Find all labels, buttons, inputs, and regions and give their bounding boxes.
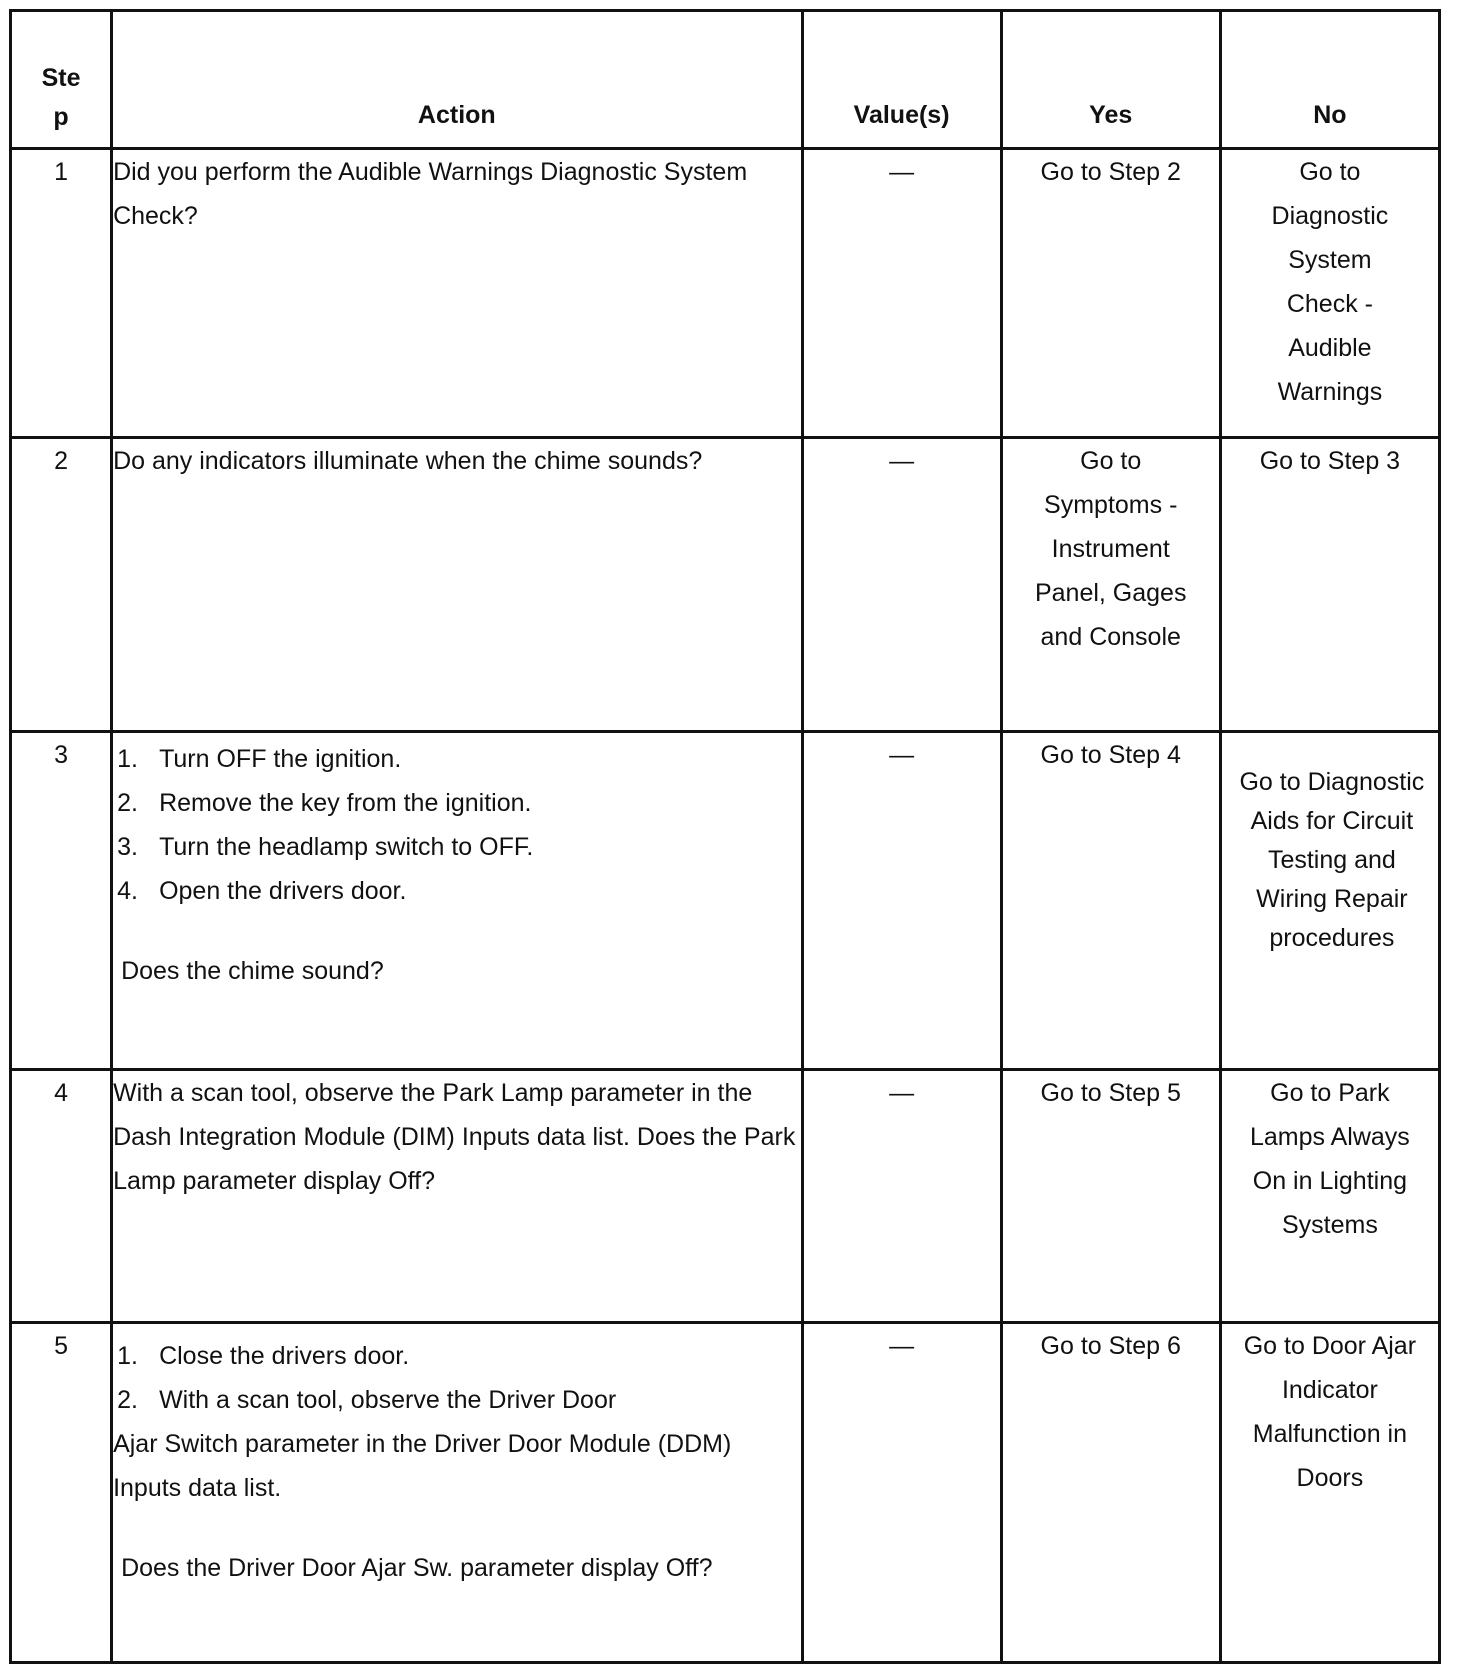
no-result: Go to Step 3 xyxy=(1220,437,1439,732)
list-item: 2. Remove the key from the ignition. xyxy=(117,789,532,818)
value-cell: — xyxy=(802,437,1001,732)
action-text: Did you perform the Audible Warnings Diagnostic System Check? xyxy=(112,149,802,437)
no-result: Go to Diagnostic System Check - Audible Warnings xyxy=(1220,149,1439,437)
action-continued: Ajar Switch parameter in the Driver Door Module (DDM) Inputs data list. xyxy=(113,1429,732,1502)
action-column-header: Action xyxy=(112,11,802,149)
step-number: 4 xyxy=(11,1070,112,1322)
action-question: Does the Driver Door Ajar Sw. parameter display Off? xyxy=(121,1553,713,1582)
list-item: 1. Close the drivers door. xyxy=(117,1341,410,1370)
header-row xyxy=(11,11,1440,149)
table-row xyxy=(11,437,1440,732)
list-item: 1. Turn OFF the ignition. xyxy=(117,745,402,774)
no-result: Go to Diagnostic Aids for Circuit Testing and Wiring Repair procedures xyxy=(1220,732,1439,1070)
step-column-header: Step xyxy=(11,11,112,149)
table-row xyxy=(11,1070,1440,1322)
yes-column-header: Yes xyxy=(1001,11,1220,149)
step-number: 5 xyxy=(11,1322,112,1662)
yes-result: Go to Step 6 xyxy=(1001,1322,1220,1662)
yes-result: Go to Step 2 xyxy=(1001,149,1220,437)
yes-result: Go to Symptoms - Instrument Panel, Gages and Console xyxy=(1001,437,1220,732)
list-item: 3. Turn the headlamp switch to OFF. xyxy=(117,833,534,862)
action-text: With a scan tool, observe the Park Lamp parameter in the Dash Integration Module (DIM) Inputs data list. Does the Park Lamp parameter display Off? xyxy=(112,1070,802,1322)
table-row xyxy=(11,149,1440,437)
value-cell: — xyxy=(802,149,1001,437)
table-row xyxy=(11,1322,1440,1662)
value-cell: — xyxy=(802,732,1001,1070)
step-number: 2 xyxy=(11,437,112,732)
no-result: Go to Park Lamps Always On in Lighting Systems xyxy=(1220,1070,1439,1322)
action-text: Do any indicators illuminate when the chime sounds? xyxy=(112,437,802,732)
list-item: 2. With a scan tool, observe the Driver Door xyxy=(117,1385,617,1414)
values-column-header: Value(s) xyxy=(802,11,1001,149)
no-result: Go to Door Ajar Indicator Malfunction in Doors xyxy=(1220,1322,1439,1662)
value-cell: — xyxy=(802,1322,1001,1662)
action-cell xyxy=(112,1322,802,1662)
diagnostic-table xyxy=(9,9,1441,1664)
step-number: 1 xyxy=(11,149,112,437)
list-item: 4. Open the drivers door. xyxy=(117,877,407,906)
action-cell xyxy=(112,732,802,1070)
action-steps-list xyxy=(113,1334,800,1422)
no-column-header: No xyxy=(1220,11,1439,149)
table-row xyxy=(11,732,1440,1070)
yes-result: Go to Step 5 xyxy=(1001,1070,1220,1322)
value-cell: — xyxy=(802,1070,1001,1322)
action-steps-list xyxy=(113,737,800,913)
action-question: Does the chime sound? xyxy=(121,957,384,986)
yes-result: Go to Step 4 xyxy=(1001,732,1220,1070)
step-number: 3 xyxy=(11,732,112,1070)
